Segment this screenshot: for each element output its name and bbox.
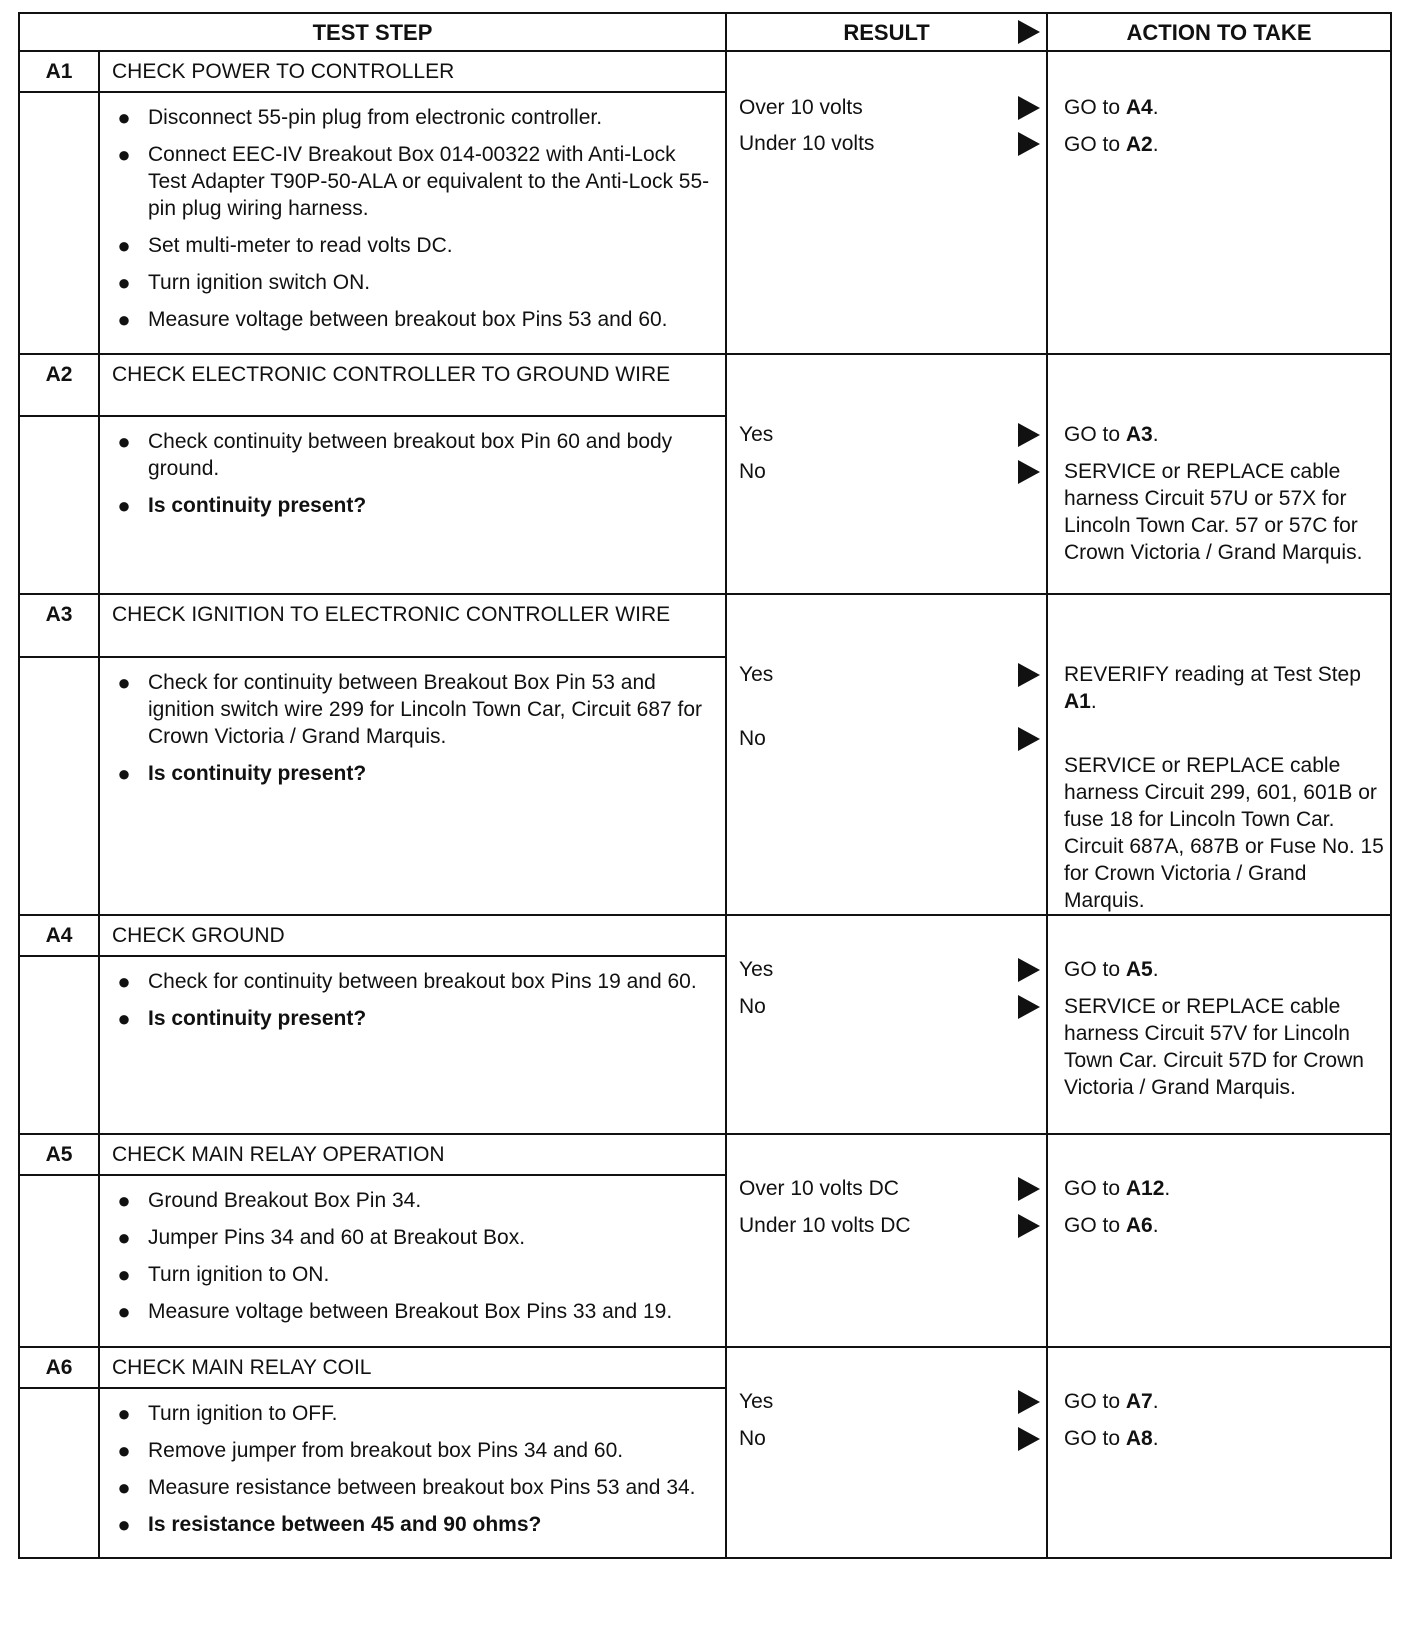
step-title: CHECK ELECTRONIC CONTROLLER TO GROUND WIRE <box>99 354 726 416</box>
action-step-ref: A8 <box>1125 1427 1153 1450</box>
step-id-spacer <box>19 416 99 594</box>
action-item <box>1048 993 1390 1101</box>
bullet-icon: ● <box>117 1262 131 1287</box>
bullet-icon: ● <box>117 429 131 454</box>
step-id-spacer <box>19 92 99 354</box>
step-text: Check for continuity between breakout box Pins 19 and 60. <box>148 970 697 993</box>
action-cell <box>1047 51 1391 354</box>
arrow-right-icon <box>1018 663 1040 687</box>
arrow-right-icon <box>1018 1390 1040 1414</box>
action-item <box>1048 94 1390 121</box>
test-step-title-row <box>19 51 1391 92</box>
step-question: Is continuity present? <box>148 494 367 517</box>
step-text: Connect EEC-IV Breakout Box 014-00322 with Anti-Lock Test Adapter T90P-50-ALA or equivalent to the Anti-Lock 55-pin plug wiring harness. <box>148 143 710 220</box>
action-text: GO to <box>1064 133 1126 156</box>
step-text: Check for continuity between Breakout Box Pin 53 and ignition switch wire 299 for Lincoln Town Car, Circuit 687 for Crown Victoria / Grand Marquis. <box>148 670 703 748</box>
result-cell <box>726 1347 1047 1558</box>
step-bullet <box>100 1298 715 1325</box>
step-instructions <box>99 92 726 354</box>
result-text: Under 10 volts DC <box>739 1214 911 1237</box>
step-text: Remove jumper from breakout box Pins 34 and 60. <box>148 1439 624 1462</box>
action-step-ref: A6 <box>1125 1214 1153 1237</box>
action-cell <box>1047 1134 1391 1347</box>
step-bullet <box>100 104 715 131</box>
action-text-end: . <box>1152 96 1159 119</box>
header-test-step: TEST STEP <box>19 13 726 51</box>
action-text: SERVICE or REPLACE cable harness Circuit 57U or 57X for Lincoln Town Car. 57 or 57C for Crown Victoria / Grand Marquis. <box>1064 460 1363 564</box>
step-bullet <box>100 1437 715 1464</box>
step-text: Measure voltage between breakout box Pins 53 and 60. <box>148 308 668 331</box>
action-text: GO to <box>1064 1390 1126 1413</box>
step-instructions <box>99 416 726 594</box>
bullet-icon: ● <box>117 1401 131 1426</box>
result-text: Over 10 volts <box>739 96 863 119</box>
result-item <box>727 458 1046 485</box>
result-cell <box>726 915 1047 1134</box>
arrow-right-icon <box>1018 1177 1040 1201</box>
action-text-end: . <box>1152 958 1159 981</box>
result-text: Yes <box>739 1390 774 1413</box>
result-item <box>727 725 1046 752</box>
result-item <box>727 1388 1046 1415</box>
step-id: A5 <box>19 1134 99 1175</box>
result-item <box>727 1212 1046 1239</box>
test-step-title-row <box>19 354 1391 416</box>
action-item <box>1048 1425 1390 1452</box>
bullet-icon: ● <box>117 307 131 332</box>
result-text: No <box>739 1427 766 1450</box>
step-text: Turn ignition to OFF. <box>148 1402 338 1425</box>
action-item <box>1048 458 1390 566</box>
step-title: CHECK IGNITION TO ELECTRONIC CONTROLLER WIRE <box>99 594 726 657</box>
step-bullet <box>100 1474 715 1501</box>
test-step-title-row <box>19 915 1391 956</box>
step-bullet <box>100 1187 715 1214</box>
bullet-icon: ● <box>117 270 131 295</box>
result-cell <box>726 354 1047 594</box>
header-result <box>726 13 1047 51</box>
arrow-right-icon <box>1018 995 1040 1019</box>
bullet-icon: ● <box>117 142 131 167</box>
arrow-right-icon <box>1018 727 1040 751</box>
step-bullet <box>100 232 715 259</box>
result-item <box>727 130 1046 157</box>
step-question: Is continuity present? <box>148 1007 367 1030</box>
step-bullet <box>100 269 715 296</box>
arrow-right-icon <box>1018 1427 1040 1451</box>
action-text: GO to <box>1064 1177 1126 1200</box>
bullet-icon: ● <box>117 1475 131 1500</box>
step-id: A6 <box>19 1347 99 1388</box>
result-text: No <box>739 460 766 483</box>
step-id-spacer <box>19 956 99 1134</box>
step-id: A3 <box>19 594 99 657</box>
arrow-right-icon <box>1018 1214 1040 1238</box>
step-text: Measure voltage between Breakout Box Pins 33 and 19. <box>148 1300 673 1323</box>
bullet-icon: ● <box>117 1225 131 1250</box>
result-item <box>727 1425 1046 1452</box>
action-cell <box>1047 915 1391 1134</box>
test-step-title-row <box>19 1134 1391 1175</box>
step-instructions <box>99 956 726 1134</box>
arrow-right-icon <box>1018 20 1040 44</box>
step-question: Is resistance between 45 and 90 ohms? <box>148 1513 542 1536</box>
action-step-ref: A2 <box>1125 133 1153 156</box>
result-text: Yes <box>739 423 774 446</box>
header-row <box>19 13 1391 51</box>
action-text-end: . <box>1152 423 1159 446</box>
step-id-spacer <box>19 1388 99 1558</box>
diagnostic-test-table <box>18 12 1390 1559</box>
step-bullet <box>100 492 715 519</box>
arrow-right-icon <box>1018 132 1040 156</box>
action-text: GO to <box>1064 1214 1126 1237</box>
step-title: CHECK POWER TO CONTROLLER <box>99 51 726 92</box>
action-text: SERVICE or REPLACE cable harness Circuit 299, 601, 601B or fuse 18 for Lincoln Town Car. Circuit 687A, 687B or Fuse No. 15 for Crown Victoria / Grand Marquis. <box>1064 754 1384 912</box>
result-text: No <box>739 995 766 1018</box>
step-text: Jumper Pins 34 and 60 at Breakout Box. <box>148 1226 526 1249</box>
action-text: GO to <box>1064 96 1126 119</box>
step-bullet <box>100 1261 715 1288</box>
result-text: Yes <box>739 663 774 686</box>
action-cell <box>1047 354 1391 594</box>
result-item <box>727 1175 1046 1202</box>
action-cell <box>1047 1347 1391 1558</box>
action-text-end: . <box>1152 133 1159 156</box>
bullet-icon: ● <box>117 1188 131 1213</box>
step-title: CHECK GROUND <box>99 915 726 956</box>
step-bullet <box>100 141 715 222</box>
step-text: Turn ignition to ON. <box>148 1263 330 1286</box>
action-text: GO to <box>1064 1427 1126 1450</box>
result-cell <box>726 1134 1047 1347</box>
step-text: Measure resistance between breakout box Pins 53 and 34. <box>148 1476 696 1499</box>
result-cell <box>726 594 1047 915</box>
step-bullet <box>100 1224 715 1251</box>
step-id: A4 <box>19 915 99 956</box>
step-bullet <box>100 306 715 333</box>
result-text: Yes <box>739 958 774 981</box>
result-item <box>727 956 1046 983</box>
bullet-icon: ● <box>117 1299 131 1324</box>
step-id-spacer <box>19 1175 99 1347</box>
header-result-label: RESULT <box>843 19 930 45</box>
action-item <box>1048 1388 1390 1415</box>
action-item <box>1048 661 1390 715</box>
arrow-right-icon <box>1018 460 1040 484</box>
bullet-icon: ● <box>117 969 131 994</box>
action-text-end: . <box>1164 1177 1171 1200</box>
bullet-icon: ● <box>117 1006 131 1031</box>
action-step-ref: A1 <box>1064 690 1091 713</box>
result-item <box>727 94 1046 121</box>
action-item <box>1048 421 1390 448</box>
bullet-icon: ● <box>117 669 131 695</box>
arrow-right-icon <box>1018 958 1040 982</box>
action-step-ref: A3 <box>1125 423 1153 446</box>
bullet-icon: ● <box>117 105 131 130</box>
bullet-icon: ● <box>117 760 131 786</box>
bullet-icon: ● <box>117 1438 131 1463</box>
bullet-icon: ● <box>117 1512 131 1537</box>
action-item <box>1048 956 1390 983</box>
action-step-ref: A5 <box>1125 958 1153 981</box>
step-bullet <box>100 1400 715 1427</box>
step-text: Set multi-meter to read volts DC. <box>148 234 453 257</box>
result-text: Under 10 volts <box>739 132 875 155</box>
action-step-ref: A4 <box>1125 96 1153 119</box>
action-item <box>1048 752 1390 914</box>
step-title: CHECK MAIN RELAY COIL <box>99 1347 726 1388</box>
test-step-table <box>18 12 1392 1559</box>
action-cell <box>1047 594 1391 915</box>
result-item <box>727 421 1046 448</box>
header-action: ACTION TO TAKE <box>1047 13 1391 51</box>
step-bullet <box>100 669 715 750</box>
action-text-end: . <box>1090 690 1097 713</box>
action-step-ref: A7 <box>1125 1390 1153 1413</box>
step-instructions <box>99 1175 726 1347</box>
step-id: A2 <box>19 354 99 416</box>
bullet-icon: ● <box>117 493 131 518</box>
bullet-icon: ● <box>117 233 131 258</box>
action-item <box>1048 1212 1390 1239</box>
step-instructions <box>99 1388 726 1558</box>
step-question: Is continuity present? <box>148 761 367 785</box>
test-step-title-row <box>19 594 1391 657</box>
result-text: No <box>739 727 766 750</box>
action-text: GO to <box>1064 423 1126 446</box>
action-text: GO to <box>1064 958 1126 981</box>
step-bullet <box>100 1511 715 1538</box>
step-bullet <box>100 1005 715 1032</box>
result-cell <box>726 51 1047 354</box>
step-text: Ground Breakout Box Pin 34. <box>148 1189 422 1212</box>
step-bullet <box>100 428 715 482</box>
result-item <box>727 661 1046 688</box>
arrow-right-icon <box>1018 423 1040 447</box>
step-text: Disconnect 55-pin plug from electronic controller. <box>148 106 603 129</box>
action-text-end: . <box>1152 1214 1159 1237</box>
step-bullet <box>100 760 715 787</box>
action-text-end: . <box>1152 1390 1159 1413</box>
step-text: Check continuity between breakout box Pin 60 and body ground. <box>148 430 673 480</box>
action-text: REVERIFY reading at Test Step <box>1064 663 1361 686</box>
action-item <box>1048 1175 1390 1202</box>
action-step-ref: A12 <box>1125 1177 1165 1200</box>
result-text: Over 10 volts DC <box>739 1177 899 1200</box>
step-text: Turn ignition switch ON. <box>148 271 371 294</box>
action-text: SERVICE or REPLACE cable harness Circuit 57V for Lincoln Town Car. Circuit 57D for Crown Victoria / Grand Marquis. <box>1064 995 1364 1099</box>
action-text-end: . <box>1152 1427 1159 1450</box>
action-item <box>1048 131 1390 158</box>
step-title: CHECK MAIN RELAY OPERATION <box>99 1134 726 1175</box>
step-id: A1 <box>19 51 99 92</box>
step-id-spacer <box>19 657 99 915</box>
step-instructions <box>99 657 726 915</box>
result-item <box>727 993 1046 1020</box>
test-step-title-row <box>19 1347 1391 1388</box>
arrow-right-icon <box>1018 96 1040 120</box>
step-bullet <box>100 968 715 995</box>
